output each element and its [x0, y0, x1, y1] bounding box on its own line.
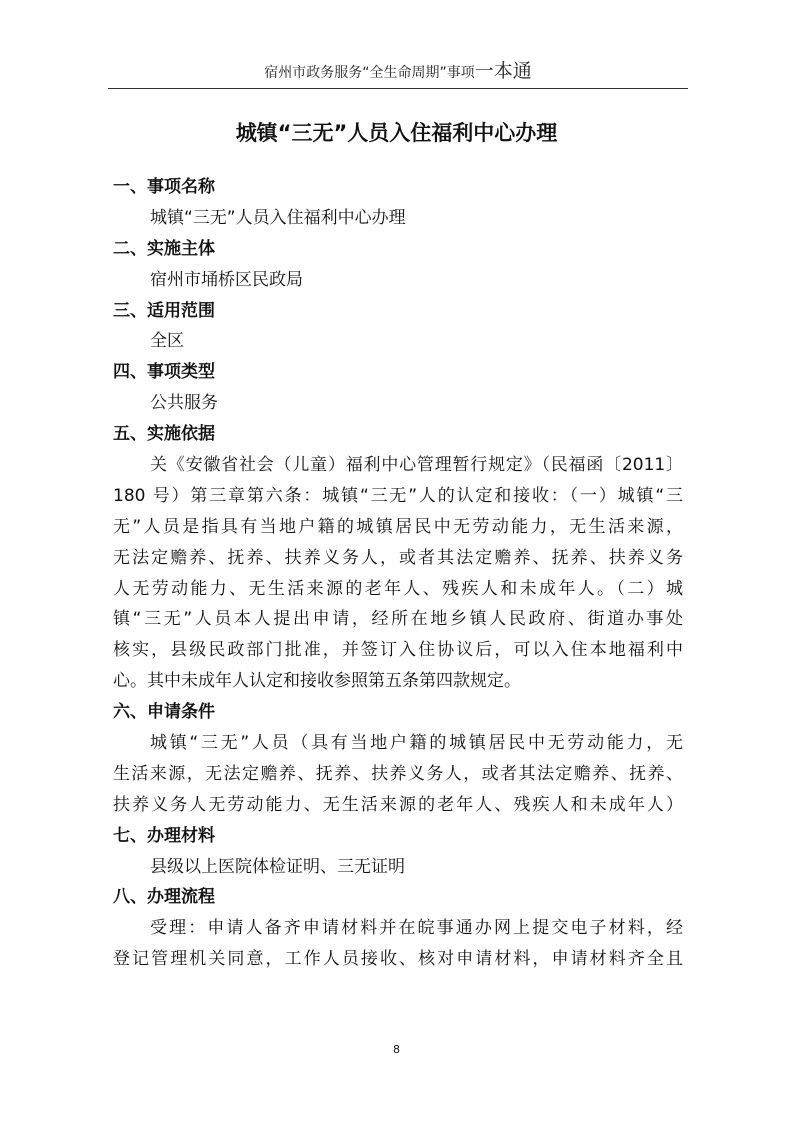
header-divider — [108, 88, 688, 89]
body-line: 无法定赡养、抚养、扶养义务人，或者其法定赡养、抚养、扶养义务 — [113, 547, 683, 568]
body-line: 宿州市埇桥区民政局 — [150, 269, 303, 290]
section-heading: 八、办理流程 — [113, 887, 215, 908]
body-line: 关《安徽省社会（儿童）福利中心管理暂行规定》（民福函〔2011〕 — [150, 455, 683, 476]
section-heading: 二、实施主体 — [113, 238, 215, 259]
body-line: 城镇“三无”人员（具有当地户籍的城镇居民中无劳动能力，无 — [150, 733, 683, 754]
running-header — [108, 60, 688, 84]
body-line: 扶养义务人无劳动能力、无生活来源的老年人、残疾人和未成年人） — [113, 794, 683, 815]
body-line: 公共服务 — [150, 393, 218, 414]
document-body — [113, 172, 683, 975]
section-heading: 七、办理材料 — [113, 825, 215, 846]
section-heading: 一、事项名称 — [113, 177, 215, 197]
body-line: 无”人员是指具有当地户籍的城镇居民中无劳动能力，无生活来源， — [113, 516, 683, 537]
body-line: 生活来源，无法定赡养、抚养、扶养义务人，或者其法定赡养、抚养、 — [113, 763, 683, 784]
running-header-prefix: 宿州市政务服务“全生命周期”事项 — [264, 65, 475, 81]
body-line: 登记管理机关同意，工作人员接收、核对申请材料，申请材料齐全且 — [113, 949, 683, 970]
section-heading: 五、实施依据 — [113, 424, 215, 445]
body-line: 人无劳动能力、无生活来源的老年人、残疾人和未成年人。（二）城 — [113, 578, 683, 599]
section-heading: 三、适用范围 — [113, 300, 215, 321]
body-line: 全区 — [150, 331, 184, 352]
document-title: 城镇“三无”人员入住福利中心办理 — [235, 121, 558, 145]
body-line: 180 号）第三章第六条：城镇“三无”人的认定和接收：（一）城镇“三 — [113, 485, 683, 506]
page-number: 8 — [393, 1043, 400, 1056]
running-header-suffix: 一本通 — [474, 60, 532, 82]
body-line: 心。其中未成年人认定和接收参照第五条第四款规定。 — [113, 671, 521, 692]
section-heading: 六、申请条件 — [113, 702, 215, 723]
body-line: 城镇“三无”人员入住福利中心办理 — [150, 207, 406, 228]
body-line: 县级以上医院体检证明、三无证明 — [150, 856, 405, 877]
section-heading: 四、事项类型 — [113, 362, 215, 383]
body-line: 核实，县级民政部门批准，并签订入住协议后，可以入住本地福利中 — [113, 640, 683, 661]
body-line: 受理：申请人备齐申请材料并在皖事通办网上提交电子材料，经 — [150, 918, 683, 939]
body-line: 镇“三无”人员本人提出申请，经所在地乡镇人民政府、街道办事处 — [113, 609, 683, 630]
